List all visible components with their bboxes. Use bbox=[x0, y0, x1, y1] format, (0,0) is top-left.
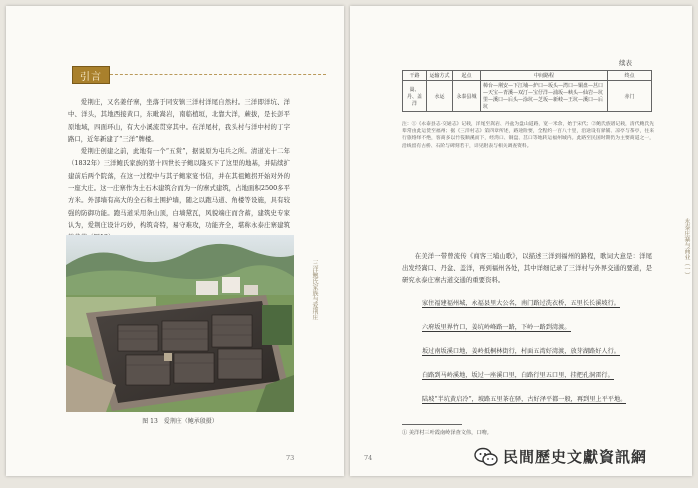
table-header-cell: 干路 bbox=[403, 71, 427, 81]
folk-song-text: 坂过南坂溪口地，姜岭抵桐林街行，村面五湾好湾渡，放芽湖路好人行。 bbox=[422, 348, 620, 355]
table-cell: 水运 bbox=[427, 81, 453, 112]
photo-caption: 图 13 爱荆庄（鲍承殷摄） bbox=[142, 418, 218, 425]
paragraph: 在美洋一带曾流传《商客三埔山歌》，以描述三洋到福州的路程，歌词大意是：洋尾出发经嵩口、丹盆、盖洋，再到福州各处，其中详细记录了三洋村与外界交通的要道，是研究永泰庄寨古道交通的重要资料。 bbox=[402, 252, 652, 284]
table-continued-label: 续表 bbox=[619, 59, 632, 67]
wechat-icon bbox=[474, 447, 498, 467]
table-header-row bbox=[403, 71, 652, 81]
table-row bbox=[403, 81, 652, 112]
left-page bbox=[6, 6, 344, 476]
folk-song-text: 白路到马岭溪地，坂过一座溪口里，白路行里五口里，挂把孔洞雷行。 bbox=[422, 372, 614, 379]
section-title-badge: 引言 bbox=[72, 66, 110, 84]
footnote-rule bbox=[402, 424, 462, 425]
right-page bbox=[350, 6, 692, 476]
paragraph: 爱荆庄，又名姜仔寨，坐落于同安镇三洋村洋尾自然村。三洋即洋坑、洋中、洋头，其地西接黄口，东毗嵩岩，南临植垣，北靠大洋，蕨拔，是长彭平原地域，四面环山，有大小溪流贯穿其中。在洋尾村，我头村与洋中村的丁字路口，近年新建了“三洋”牌楼。 bbox=[68, 98, 290, 143]
table-header-cell: 中间路程 bbox=[481, 71, 608, 81]
table-cell: 永泰县城 bbox=[453, 81, 481, 112]
section-title-rule bbox=[110, 74, 326, 75]
table-cell: 赤门 bbox=[608, 81, 652, 112]
folk-song-text: 陆坡“半坑黄启冷”，坡路五里茶在驿，古好泽平都一般，再到里上平平地。 bbox=[422, 396, 627, 403]
page-number-right: 74 bbox=[364, 454, 373, 462]
table-cell: 樟台—荆安—下江埔—炉口—坂头—湾口—铜盘—莒口—天宝—青溪—双汀—宝仔洋—浦坂—峡头—仙岩—坑里—溪口—后头—涂坑—芝坂—新岐—王坑—溪口—后坑 bbox=[481, 81, 608, 112]
left-body-text bbox=[68, 96, 290, 244]
footnote: ① 美洋村三叶霞南岭泽查文伟，口吻。 bbox=[402, 430, 492, 436]
folk-song-line bbox=[422, 298, 652, 310]
table-header-cell: 起点 bbox=[453, 71, 481, 81]
table-notes: 注：①《永泰县志·交通志》记载，洋尾至嵩岩、丹盆为盘山道路，宽一米余，始于宋代；②鲍氏族谱记载，清代鲍氏先辈常由此运货至福州；据《三洋村志》第四章所述，路途险要，全程约一百八十里，沿途设有驿铺、凉亭与茶亭，往来行旅络绎不绝，客商多以竹筏顺溪而下，经湾口、铜盘、莒口等地转运福州城内。此路至民国时期仍为主要商道之一，沿线留有古桥、石阶与碑刻若干，详见附表与相关调查资料。 bbox=[402, 122, 654, 149]
table-header-cell: 终点 bbox=[608, 71, 652, 81]
route-table bbox=[402, 70, 652, 112]
folk-song-line bbox=[422, 346, 652, 358]
folk-song-text: 家住福建福州城，永福县里大公名，南门路过洗衣桥，五里长长溪坡行。 bbox=[422, 300, 620, 307]
watermark bbox=[474, 446, 647, 467]
running-title-right: 永泰庄寨与商业（一） bbox=[683, 218, 690, 278]
right-body-text bbox=[402, 250, 652, 286]
running-title-left: 三洋鲍氏家族与爱荆庄 bbox=[311, 260, 318, 320]
aerial-photo-aijing-fortress bbox=[66, 235, 294, 412]
paragraph: 爱荆庄创建之前，此地有一个“五赏”，据说原为屯兵之所。清道光十二年（1832年）三洋鲍氏家族的第十四世长子鲍以隆买下了这里的地基，并陆续扩建前后两个院落，在这一过程中与其子鲍家宴书信，并在其祖鲍拐开始对外的一座大庄。这一庄寨作为土石木建筑合而为一的寨式建筑，占地面积2500多平方米。外部墙有高大的全石和土围护墙，随之以跑马道、角楼等设施，具有较强的防御功能。跑马道采用条山顶，白墙黛瓦，风貌端庄而含蓄，建筑史专家认为，爱荆庄设计巧妙，构筑奇特，易守难攻，功能齐全，堪称永泰庄寨建筑 bbox=[68, 147, 290, 229]
table-header-cell: 运输方式 bbox=[427, 71, 453, 81]
folk-song-text: 六府坂里界竹口，姜坑岭峰路一路，下岭一路到湾渡。 bbox=[422, 324, 571, 331]
folk-song-line bbox=[422, 370, 652, 382]
page-number-left: 73 bbox=[286, 454, 295, 462]
watermark-text: 民間歷史文獻資訊網 bbox=[503, 448, 648, 466]
folk-song-line bbox=[422, 394, 652, 406]
fortress-photo-illustration bbox=[66, 235, 294, 412]
table-cell: 嵩、丹、盖洋 bbox=[403, 81, 427, 112]
folk-song-line bbox=[422, 322, 652, 334]
